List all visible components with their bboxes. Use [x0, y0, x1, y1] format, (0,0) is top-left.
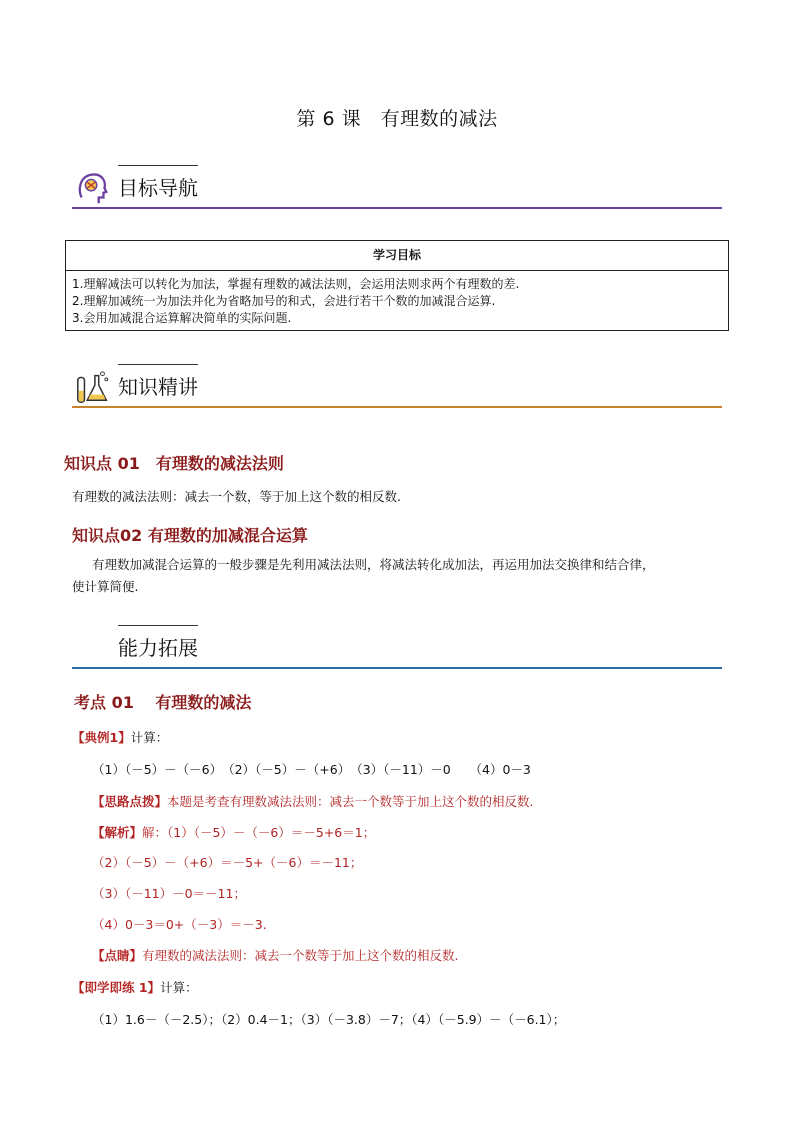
section-ability-label: 能力拓展	[118, 636, 198, 660]
example-1-solution-line-1	[92, 823, 375, 841]
practice-1-heading	[72, 978, 198, 996]
section-knowledge-rule	[72, 406, 722, 408]
section-knowledge-topline	[118, 364, 198, 365]
section-ability-rule	[72, 667, 722, 669]
example-1-heading	[72, 728, 168, 746]
section-knowledge-header	[72, 364, 722, 408]
example-1-solution-line-2: （2）（－5）－（+6）＝－5+（－6）＝－11；	[92, 855, 363, 870]
example-1-solution-line-4: （4）0－3＝0+（－3）＝－3.	[92, 917, 267, 932]
note-tag: 【点睛】	[92, 948, 143, 963]
example-1-tag: 【典例1】	[72, 730, 131, 745]
solution-tag: 【解析】	[92, 825, 143, 840]
section-ability-topline	[118, 625, 198, 626]
knowledge-point-1-text: 有理数的减法法则：减去一个数，等于加上这个数的相反数.	[72, 489, 401, 504]
example-1-prompt: 计算：	[130, 730, 169, 745]
solution-text: 解：（1）（－5）－（－6）＝－5+6＝1；	[142, 825, 376, 840]
exam-point-1-title: 考点 01 有理数的减法	[74, 693, 252, 712]
section-ability-header	[72, 625, 722, 669]
practice-1-problems: （1）1.6－（－2.5）；（2）0.4－1；（3）（－3.8）－7；（4）（－5.9）－（－6.1）；	[92, 1012, 566, 1027]
example-1-solution-line-3: （3）（－11）－0＝－11；	[92, 886, 246, 901]
example-1-note	[92, 946, 459, 964]
goal-item: 3.会用加减混合运算解决简单的实际问题.	[72, 311, 292, 325]
knowledge-point-2-text-cont: 使计算简便.	[72, 579, 139, 594]
section-goal-label: 目标导航	[118, 176, 198, 200]
goals-table	[65, 240, 729, 331]
practice-1-prompt: 计算：	[160, 980, 198, 995]
goals-table-row	[66, 271, 729, 331]
section-goal-header	[72, 165, 722, 209]
example-1-problems: （1）（－5）－（－6） （2）（－5）－（+6） （3）（－11）－0 （4）0－3	[92, 762, 531, 777]
goals-table-header: 学习目标	[66, 241, 729, 271]
section-knowledge-label: 知识精讲	[118, 375, 198, 399]
section-goal-topline	[118, 165, 198, 166]
practice-1-tag: 【即学即练 1】	[72, 980, 161, 995]
brain-head-icon	[74, 169, 112, 207]
knowledge-point-2-title: 知识点02 有理数的加减混合运算	[72, 526, 308, 545]
page-title: 第 6 课 有理数的减法	[296, 108, 498, 130]
note-text: 有理数的减法法则：减去一个数等于加上这个数的相反数.	[142, 948, 459, 963]
hint-text: 本题是考查有理数减法法则：减去一个数等于加上这个数的相反数.	[167, 794, 534, 809]
hint-tag: 【思路点拨】	[92, 794, 168, 809]
knowledge-point-2-text: 有理数加减混合运算的一般步骤是先利用减法法则，将减法转化成加法，再运用加法交换律和结合律，	[92, 557, 655, 572]
section-goal-rule	[72, 207, 722, 209]
lab-flask-icon	[74, 368, 112, 406]
goal-item: 2.理解加减统一为加法并化为省略加号的和式，会进行若干个数的加减混合运算.	[72, 294, 496, 308]
knowledge-point-1-title: 知识点 01 有理数的减法法则	[64, 454, 284, 473]
goal-item: 1.理解减法可以转化为加法，掌握有理数的减法法则，会运用法则求两个有理数的差.	[72, 277, 520, 291]
example-1-hint	[92, 792, 534, 810]
